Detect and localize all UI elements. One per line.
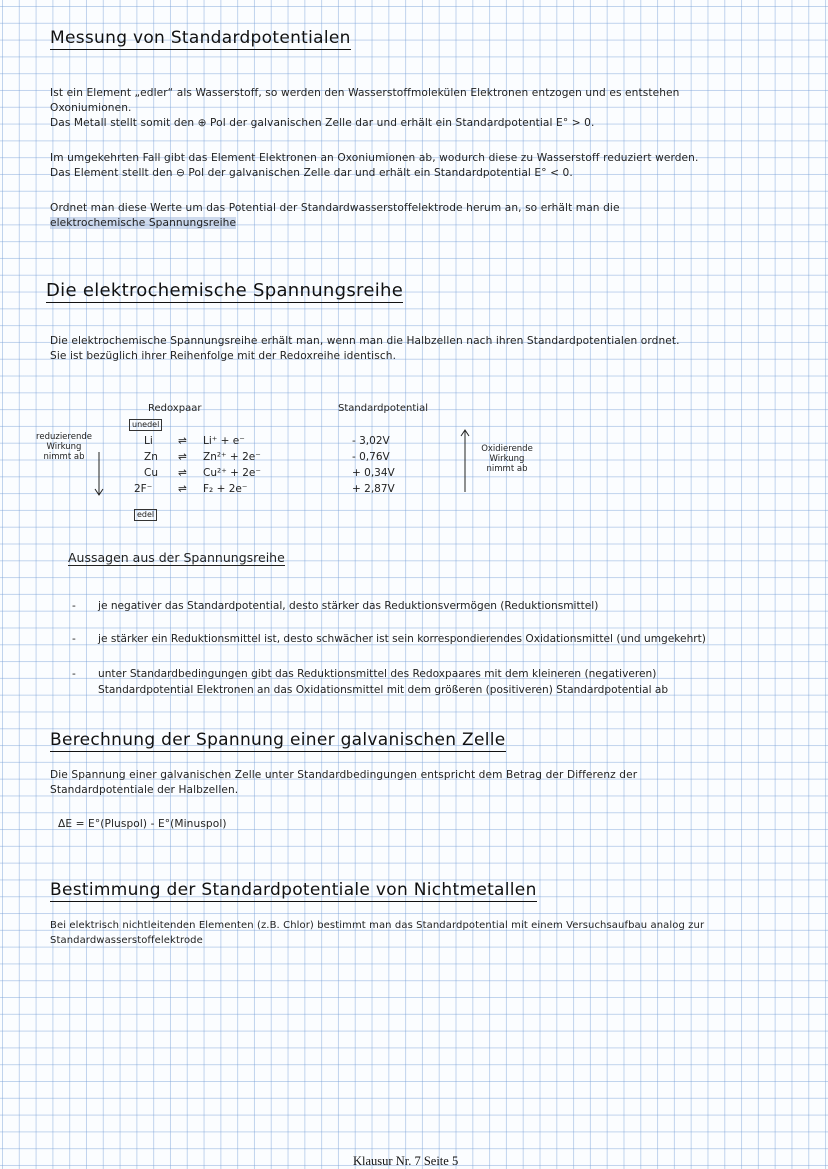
section-title-text: Bestimmung der Standardpotentiale von Nichtmetallen bbox=[50, 880, 537, 900]
section-title-text: Die elektrochemische Spannungsreihe bbox=[46, 280, 404, 301]
bullet-dash: - bbox=[72, 633, 76, 645]
text-line: Im umgekehrten Fall gibt das Element Elektronen an Oxoniumionen ab, wodurch diese zu Wasserstoff reduziert werden. bbox=[50, 152, 699, 164]
text-line: Standardpotentiale der Halbzellen. bbox=[50, 784, 239, 796]
statements-title bbox=[68, 550, 285, 565]
oxidized-form: Li⁺ + e⁻ bbox=[203, 435, 245, 447]
text-line bbox=[50, 216, 790, 231]
section-title-messung bbox=[50, 28, 351, 48]
section-title-berechnung bbox=[50, 730, 506, 750]
note-line: nimmt ab bbox=[43, 452, 85, 462]
left-note bbox=[34, 432, 94, 462]
formula-text: ΔE = E°(Pluspol) - E°(Minuspol) bbox=[58, 818, 227, 830]
potential-value: + 2,87V bbox=[352, 483, 395, 495]
column-header-potential: Standardpotential bbox=[338, 403, 428, 414]
equilibrium-arrow: ⇌ bbox=[178, 451, 187, 463]
section-title-spannungsreihe bbox=[46, 280, 403, 301]
bullet-dash: - bbox=[72, 600, 76, 612]
tag-unedel: unedel bbox=[129, 419, 162, 431]
bullet-text: je negativer das Standardpotential, desto stärker das Reduktionsvermögen (Reduktionsmittel) bbox=[98, 600, 599, 612]
note-line: Oxidierende bbox=[481, 444, 533, 454]
equilibrium-arrow: ⇌ bbox=[178, 467, 187, 479]
bullet-dash: - bbox=[72, 668, 76, 680]
oxidized-form: Cu²⁺ + 2e⁻ bbox=[203, 467, 261, 479]
text-line: Standardwasserstoffelektrode bbox=[50, 935, 203, 946]
reduced-form: Cu bbox=[144, 467, 158, 479]
oxidized-form: F₂ + 2e⁻ bbox=[203, 483, 248, 495]
text-line: Oxoniumionen. bbox=[50, 102, 132, 114]
section-body-nichtmetalle bbox=[50, 918, 810, 948]
section-title-text: Messung von Standardpotentialen bbox=[50, 28, 351, 48]
section-body-messung-2 bbox=[50, 151, 790, 181]
down-arrow-icon bbox=[92, 452, 106, 498]
reduced-form: 2F⁻ bbox=[134, 483, 153, 495]
section-body-spannungsreihe bbox=[50, 334, 790, 364]
text-line: Sie ist bezüglich ihrer Reihenfolge mit der Redoxreihe identisch. bbox=[50, 350, 397, 362]
potential-value: - 0,76V bbox=[352, 451, 390, 463]
equilibrium-arrow: ⇌ bbox=[178, 483, 187, 495]
note-line: nimmt ab bbox=[486, 464, 528, 474]
text-line: Ordnet man diese Werte um das Potential der Standardwasserstoffelektrode herum an, so erhält man die bbox=[50, 202, 620, 214]
note-line: Wirkung bbox=[46, 442, 82, 452]
oxidized-form: Zn²⁺ + 2e⁻ bbox=[203, 451, 261, 463]
formula bbox=[58, 817, 227, 832]
note-line: reduzierende bbox=[36, 432, 92, 442]
page-footer: Klausur Nr. 7 Seite 5 bbox=[353, 1154, 459, 1168]
up-arrow-icon bbox=[458, 428, 472, 494]
text-line: Bei elektrisch nichtleitenden Elementen (z.B. Chlor) bestimmt man das Standardpotential mit einem Versuchsaufbau analog zur bbox=[50, 920, 705, 931]
section-title-text: Berechnung der Spannung einer galvanischen Zelle bbox=[50, 730, 506, 750]
bullet-text: unter Standardbedingungen gibt das Reduktionsmittel des Redoxpaares mit dem kleineren (negativeren) bbox=[98, 668, 657, 680]
statements-title-text: Aussagen aus der Spannungsreihe bbox=[68, 550, 285, 565]
section-title-nichtmetalle bbox=[50, 880, 537, 900]
section-body-messung-3 bbox=[50, 201, 790, 231]
potential-value: - 3,02V bbox=[352, 435, 390, 447]
equilibrium-arrow: ⇌ bbox=[178, 435, 187, 447]
section-body-messung bbox=[50, 86, 790, 131]
note-line: Wirkung bbox=[489, 454, 525, 464]
potential-value: + 0,34V bbox=[352, 467, 395, 479]
tag-edel: edel bbox=[134, 509, 157, 521]
column-header-redox: Redoxpaar bbox=[148, 403, 202, 414]
reduced-form: Zn bbox=[144, 451, 158, 463]
text-line: Das Metall stellt somit den ⊕ Pol der galvanischen Zelle dar und erhält ein Standardpotential E° > 0. bbox=[50, 117, 595, 129]
text-line: Die elektrochemische Spannungsreihe erhält man, wenn man die Halbzellen nach ihren Standardpotentialen ordnet. bbox=[50, 335, 680, 347]
text-line: Die Spannung einer galvanischen Zelle unter Standardbedingungen entspricht dem Betrag der Differenz der bbox=[50, 769, 638, 781]
section-body-berechnung bbox=[50, 768, 790, 798]
right-note bbox=[476, 444, 538, 474]
text-line: Das Element stellt den ⊖ Pol der galvanischen Zelle dar und erhält ein Standardpotential E° < 0. bbox=[50, 167, 573, 179]
text-line: Ist ein Element „edler“ als Wasserstoff, so werden den Wasserstoffmolekülen Elektronen entzogen und es entstehen bbox=[50, 87, 680, 99]
reduced-form: Li bbox=[144, 435, 153, 447]
highlighted-term: elektrochemische Spannungsreihe bbox=[50, 217, 237, 229]
bullet-text: je stärker ein Reduktionsmittel ist, desto schwächer ist sein korrespondierendes Oxidationsmittel (und umgekehrt) bbox=[98, 633, 706, 645]
bullet-text: Standardpotential Elektronen an das Oxidationsmittel mit dem größeren (positiveren) Standardpotential ab bbox=[98, 684, 669, 696]
